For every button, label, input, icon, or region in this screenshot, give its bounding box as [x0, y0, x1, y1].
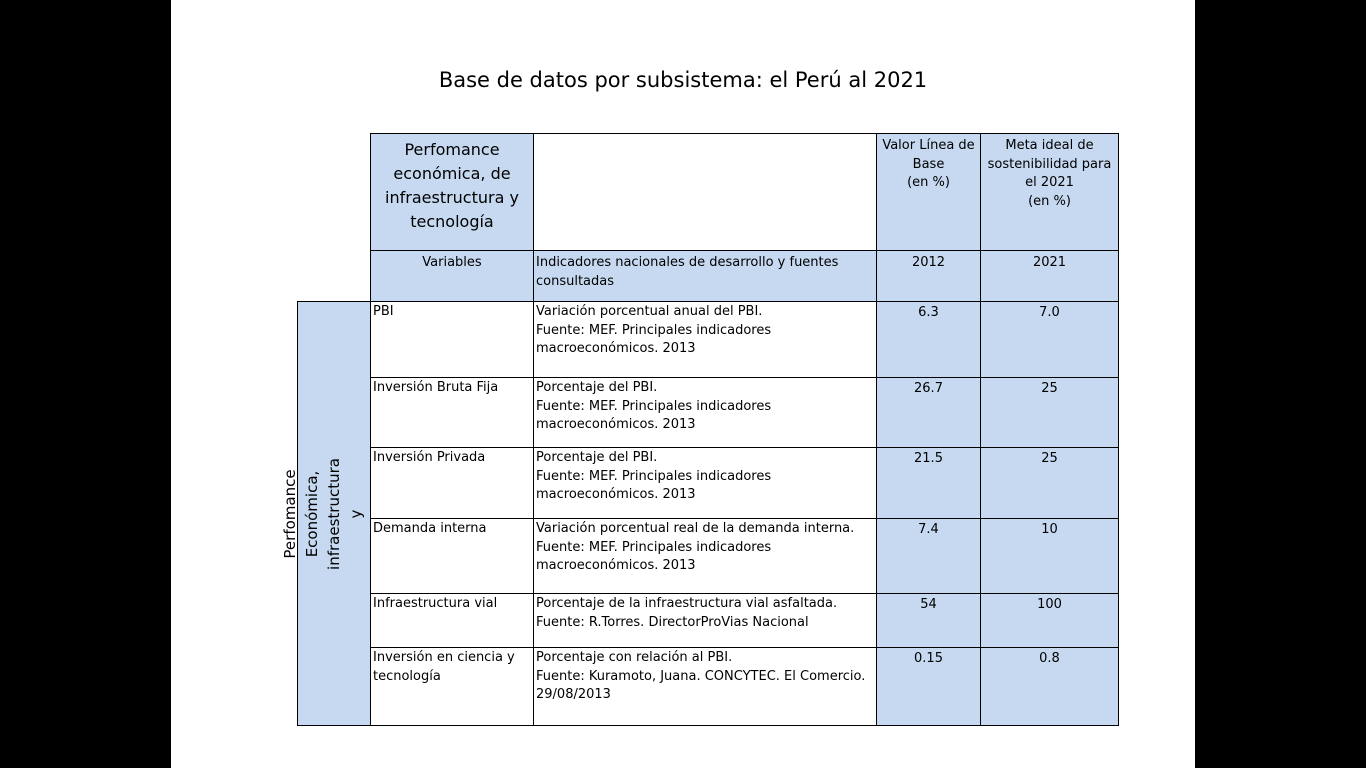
- header-empty: [533, 133, 877, 251]
- row-base-value: 7.4: [876, 518, 981, 594]
- row-variable: Infraestructura vial: [370, 593, 534, 648]
- subheader-year-base: 2012: [876, 250, 981, 302]
- row-goal-value: 25: [980, 377, 1119, 448]
- row-base-value: 6.3: [876, 301, 981, 378]
- row-variable: Demanda interna: [370, 518, 534, 594]
- header-category: Perfomance económica, de infraestructura y tecnología: [370, 133, 534, 251]
- row-indicator: Variación porcentual real de la demanda interna. Fuente: MEF. Principales indicadores macroeconómicos. 2013: [533, 518, 877, 594]
- row-goal-value: 25: [980, 447, 1119, 519]
- row-base-value: 26.7: [876, 377, 981, 448]
- side-category-label: [281, 301, 371, 726]
- subheader-variables: Variables: [370, 250, 534, 302]
- row-goal-value: 100: [980, 593, 1119, 648]
- header-goal: Meta ideal de sostenibilidad para el 2021 (en %): [980, 133, 1119, 251]
- row-indicator: Porcentaje del PBI. Fuente: MEF. Principales indicadores macroeconómicos. 2013: [533, 377, 877, 448]
- subheader-indicators: Indicadores nacionales de desarrollo y fuentes consultadas: [533, 250, 877, 302]
- row-goal-value: 10: [980, 518, 1119, 594]
- subheader-year-goal: 2021: [980, 250, 1119, 302]
- row-indicator: Porcentaje de la infraestructura vial asfaltada. Fuente: R.Torres. DirectorProVias Nacional: [533, 593, 877, 648]
- row-goal-value: 0.8: [980, 647, 1119, 726]
- row-goal-value: 7.0: [980, 301, 1119, 378]
- row-indicator: Porcentaje con relación al PBI. Fuente: Kuramoto, Juana. CONCYTEC. El Comercio. 29/08/2013: [533, 647, 877, 726]
- row-variable: Inversión Bruta Fija: [370, 377, 534, 448]
- row-variable: Inversión Privada: [370, 447, 534, 519]
- row-base-value: 21.5: [876, 447, 981, 519]
- header-baseline: Valor Línea de Base (en %): [876, 133, 981, 251]
- slide-title: Base de datos por subsistema: el Perú al 2021: [438, 68, 928, 92]
- row-variable: PBI: [370, 301, 534, 378]
- row-base-value: 54: [876, 593, 981, 648]
- row-indicator: Porcentaje del PBI. Fuente: MEF. Principales indicadores macroeconómicos. 2013: [533, 447, 877, 519]
- row-base-value: 0.15: [876, 647, 981, 726]
- row-variable: Inversión en ciencia y tecnología: [370, 647, 534, 726]
- row-indicator: Variación porcentual anual del PBI. Fuente: MEF. Principales indicadores macroeconómicos. 2013: [533, 301, 877, 378]
- side-category-text: Perfomance Económica, infraestructura y: [281, 457, 365, 570]
